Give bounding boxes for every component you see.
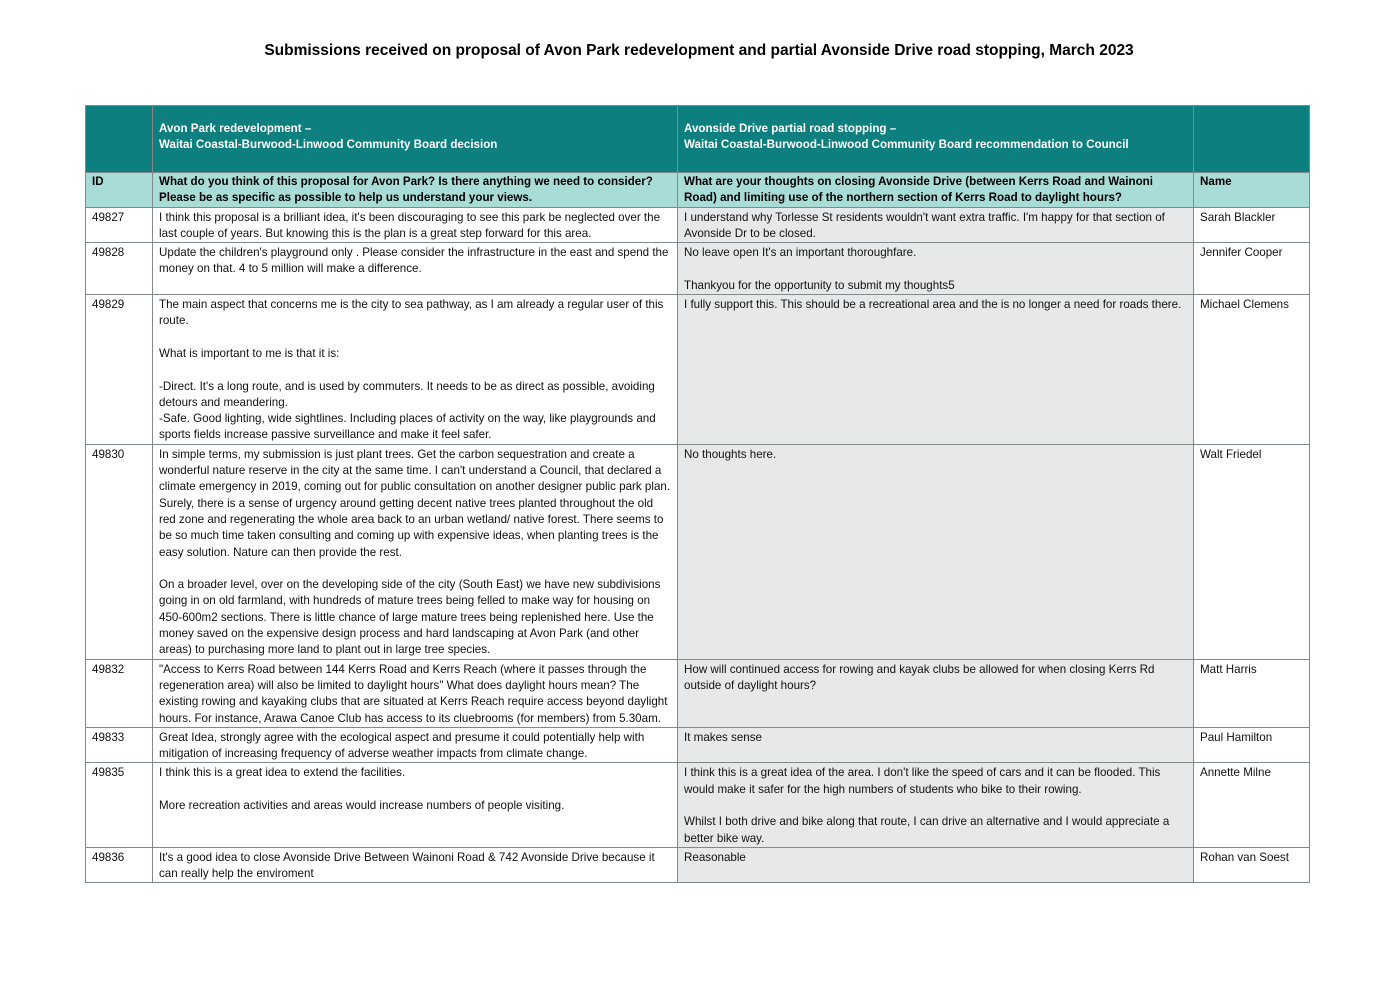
column-header-row [86, 173, 1310, 208]
road-response: I understand why Torlesse St residents wouldn't want extra traffic. I'm happy for that section of Avonside Dr to be closed. [678, 207, 1194, 243]
group-header-avonside-drive-board: Waitai Coastal-Burwood-Linwood Community Board recommendation to Council [684, 138, 1129, 152]
table-row [86, 659, 1310, 727]
park-response: Great Idea, strongly agree with the ecological aspect and presume it could potentially help with mitigation of increasing frequency of adverse weather impacts from climate change. [153, 727, 678, 763]
column-header-name: Name [1194, 173, 1310, 208]
group-header-avon-park [153, 106, 678, 173]
column-header-park-question: What do you think of this proposal for Avon Park? Is there anything we need to consider? Please be as specific as possible to help us understand your views. [153, 173, 678, 208]
submission-id: 49835 [86, 763, 153, 847]
park-response: Update the children's playground only . Please consider the infrastructure in the east and spend the money on that. 4 to 5 million will make a difference. [153, 243, 678, 295]
submission-id: 49829 [86, 295, 153, 445]
submitter-name: Walt Friedel [1194, 444, 1310, 659]
submitter-name: Sarah Blackler [1194, 207, 1310, 243]
group-header-id [86, 106, 153, 173]
road-response: I fully support this. This should be a recreational area and the is no longer a need for roads there. [678, 295, 1194, 445]
page-title: Submissions received on proposal of Avon Park redevelopment and partial Avonside Drive road stopping, March 2023 [264, 42, 1134, 59]
submitter-name: Paul Hamilton [1194, 727, 1310, 763]
submitter-name: Michael Clemens [1194, 295, 1310, 445]
road-response: I think this is a great idea of the area. I don't like the speed of cars and it can be flooded. This would make it safer for the high numbers of students who bike to their rowing. Whilst I both drive and bike along that route, I can drive an alternative and I would appreciate a better bike way. [678, 763, 1194, 847]
table-row [86, 444, 1310, 659]
table-row [86, 763, 1310, 847]
group-header-avonside-drive-title: Avonside Drive partial road stopping – [684, 122, 897, 135]
table-row [86, 727, 1310, 763]
park-response: The main aspect that concerns me is the city to sea pathway, as I am already a regular user of this route. What is important to me is that it is: -Direct. It's a long route, and is used by commuters. It needs to be as direct as possible, avoiding detours and meandering. -Safe. Good lighting, wide sightlines. Including places of activity on the way, like playgrounds and sports fields increase passive surveillance and make it feel safer. [153, 295, 678, 445]
table-row [86, 243, 1310, 295]
park-response: In simple terms, my submission is just plant trees. Get the carbon sequestration and create a wonderful nature reserve in the city at the same time. I can't understand a Council, that declared a climate emergency in 2019, coming out for public consultation on another designer public park plan. Surely, there is a sense of urgency around getting decent native trees planted throughout the old red zone and regenerating the whole area back to an urban wetland/ native forest. There seems to be so much time taken consulting and coming up with expensive ideas, when planting trees is the easy solution. Nature can then provide the rest. On a broader level, over on the developing side of the city (South East) we have new subdivisions going in on old farmland, with hundreds of mature trees being felled to make way for housing on 450-600m2 sections. There is little chance of large mature trees being replenished here. Use the money saved on the expensive design process and hard landscaping at Avon Park (and other areas) to purchasing more land to plant out in large tree species. [153, 444, 678, 659]
submission-id: 49827 [86, 207, 153, 243]
submitter-name: Annette Milne [1194, 763, 1310, 847]
submitter-name: Matt Harris [1194, 659, 1310, 727]
group-header-name [1194, 106, 1310, 173]
column-header-road-question: What are your thoughts on closing Avonside Drive (between Kerrs Road and Wainoni Road) and limiting use of the northern section of Kerrs Road to daylight hours? [678, 173, 1194, 208]
column-header-id: ID [86, 173, 153, 208]
table-row [86, 295, 1310, 445]
submitter-name: Rohan van Soest [1194, 847, 1310, 883]
table-row [86, 847, 1310, 883]
road-response: How will continued access for rowing and kayak clubs be allowed for when closing Kerrs Rd outside of daylight hours? [678, 659, 1194, 727]
road-response: No thoughts here. [678, 444, 1194, 659]
group-header-avon-park-title: Avon Park redevelopment – [159, 122, 312, 135]
group-header-avonside-drive [678, 106, 1194, 173]
group-header-row [86, 106, 1310, 173]
submission-id: 49833 [86, 727, 153, 763]
park-response: I think this proposal is a brilliant idea, it's been discouraging to see this park be neglected over the last couple of years. But knowing this is the plan is a great step forward for this area. [153, 207, 678, 243]
road-response: It makes sense [678, 727, 1194, 763]
table-row [86, 207, 1310, 243]
submitter-name: Jennifer Cooper [1194, 243, 1310, 295]
submission-id: 49836 [86, 847, 153, 883]
park-response: I think this is a great idea to extend the facilities. More recreation activities and areas would increase numbers of people visiting. [153, 763, 678, 847]
submission-id: 49832 [86, 659, 153, 727]
park-response: It's a good idea to close Avonside Drive Between Wainoni Road & 742 Avonside Drive because it can really help the enviroment [153, 847, 678, 883]
road-response: No leave open It's an important thoroughfare. Thankyou for the opportunity to submit my thoughts5 [678, 243, 1194, 295]
park-response: "Access to Kerrs Road between 144 Kerrs Road and Kerrs Reach (where it passes through the regeneration area) will also be limited to daylight hours" What does daylight hours mean? The existing rowing and kayaking clubs that are situated at Kerrs Reach require access beyond daylight hours. For instance, Arawa Canoe Club has access to its cluebrooms (for members) from 5.30am. [153, 659, 678, 727]
group-header-avon-park-board: Waitai Coastal-Burwood-Linwood Community Board decision [159, 138, 498, 152]
submission-id: 49828 [86, 243, 153, 295]
submissions-table [85, 105, 1310, 883]
submission-id: 49830 [86, 444, 153, 659]
road-response: Reasonable [678, 847, 1194, 883]
